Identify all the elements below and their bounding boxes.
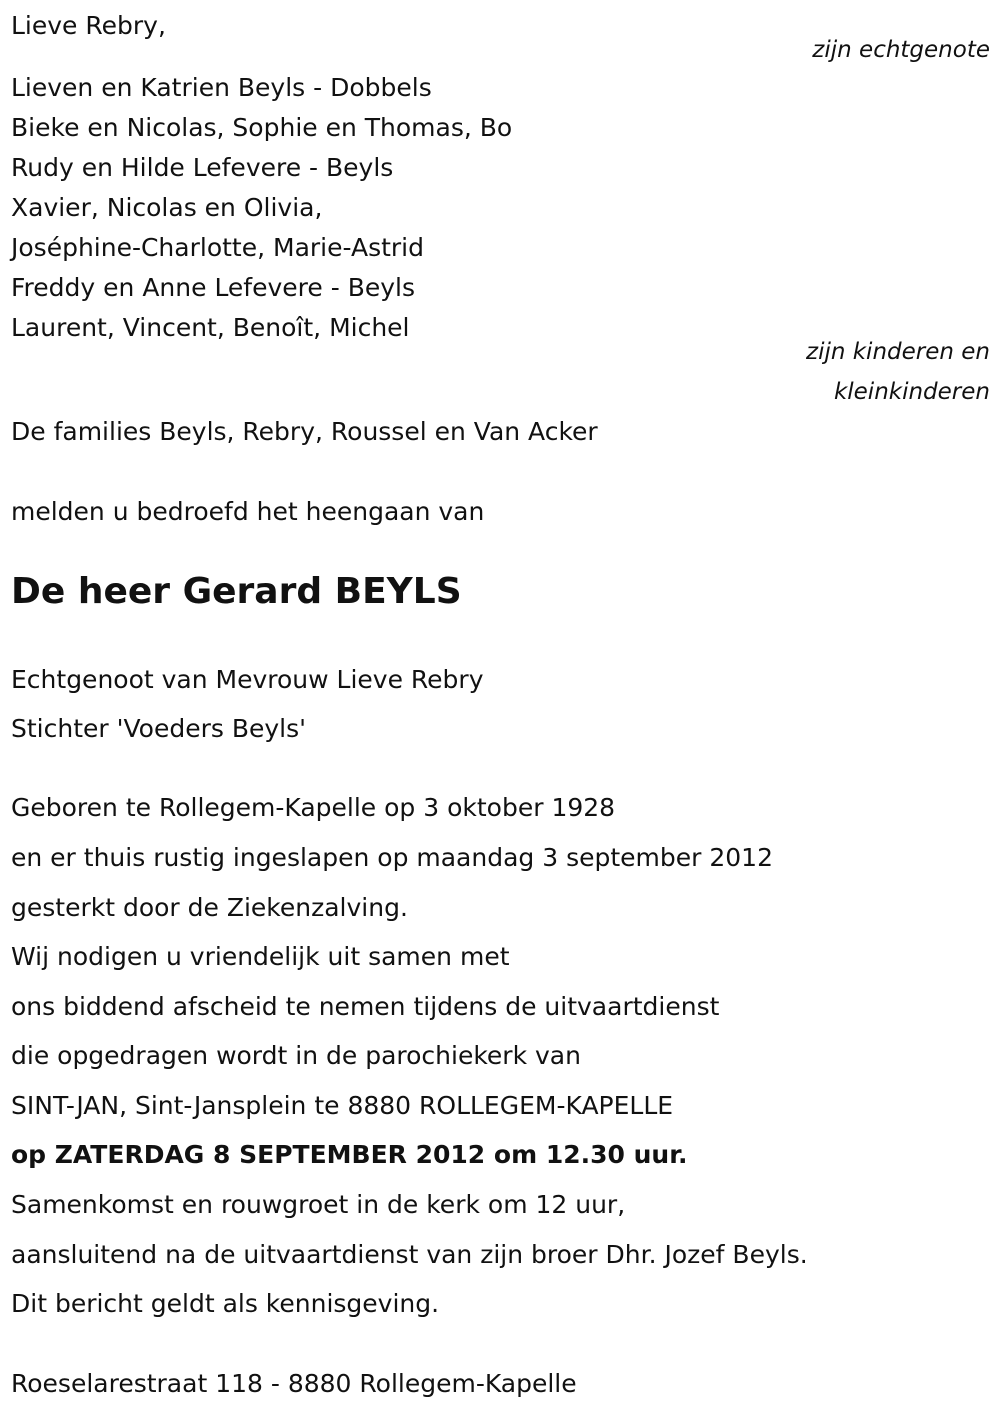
family-line: Laurent, Vincent, Benoît, Michel (11, 313, 410, 342)
family-line: Rudy en Hilde Lefevere - Beyls (11, 153, 394, 182)
detail-line: gesterkt door de Ziekenzalving. (11, 893, 408, 922)
detail-line: en er thuis rustig ingeslapen op maandag 3 september 2012 (11, 843, 773, 872)
family-line: Xavier, Nicolas en Olivia, (11, 193, 323, 222)
family-line: Freddy en Anne Lefevere - Beyls (11, 273, 415, 302)
children-role-line1: zijn kinderen en (806, 339, 990, 365)
children-role-line2: kleinkinderen (833, 379, 990, 405)
spouse-name: Lieve Rebry, (11, 11, 166, 40)
detail-line: ons biddend afscheid te nemen tijdens de uitvaartdienst (11, 992, 720, 1021)
detail-line: Wij nodigen u vriendelijk uit samen met (11, 942, 510, 971)
family-line: Lieven en Katrien Beyls - Dobbels (11, 73, 432, 102)
announcement-line: melden u bedroefd het heengaan van (11, 497, 485, 526)
deceased-occupation: Stichter 'Voeders Beyls' (11, 714, 306, 743)
detail-line: SINT-JAN, Sint-Jansplein te 8880 ROLLEGEM-KAPELLE (11, 1091, 674, 1120)
family-line: Joséphine-Charlotte, Marie-Astrid (11, 233, 424, 262)
detail-line: Dit bericht geldt als kennisgeving. (11, 1289, 440, 1318)
detail-line: aansluitend na de uitvaartdienst van zijn broer Dhr. Jozef Beyls. (11, 1240, 808, 1269)
address-line: Roeselarestraat 118 - 8880 Rollegem-Kapelle (11, 1369, 577, 1398)
deceased-name: De heer Gerard BEYLS (11, 571, 462, 612)
detail-line: die opgedragen wordt in de parochiekerk van (11, 1041, 581, 1070)
service-time: op ZATERDAG 8 SEPTEMBER 2012 om 12.30 uur. (11, 1140, 688, 1169)
family-line: Bieke en Nicolas, Sophie en Thomas, Bo (11, 113, 513, 142)
families-line: De families Beyls, Rebry, Roussel en Van Acker (11, 417, 598, 446)
deceased-relation: Echtgenoot van Mevrouw Lieve Rebry (11, 665, 484, 694)
detail-line: Samenkomst en rouwgroet in de kerk om 12 uur, (11, 1190, 626, 1219)
detail-line: Geboren te Rollegem-Kapelle op 3 oktober 1928 (11, 793, 616, 822)
spouse-role: zijn echtgenote (812, 37, 990, 63)
